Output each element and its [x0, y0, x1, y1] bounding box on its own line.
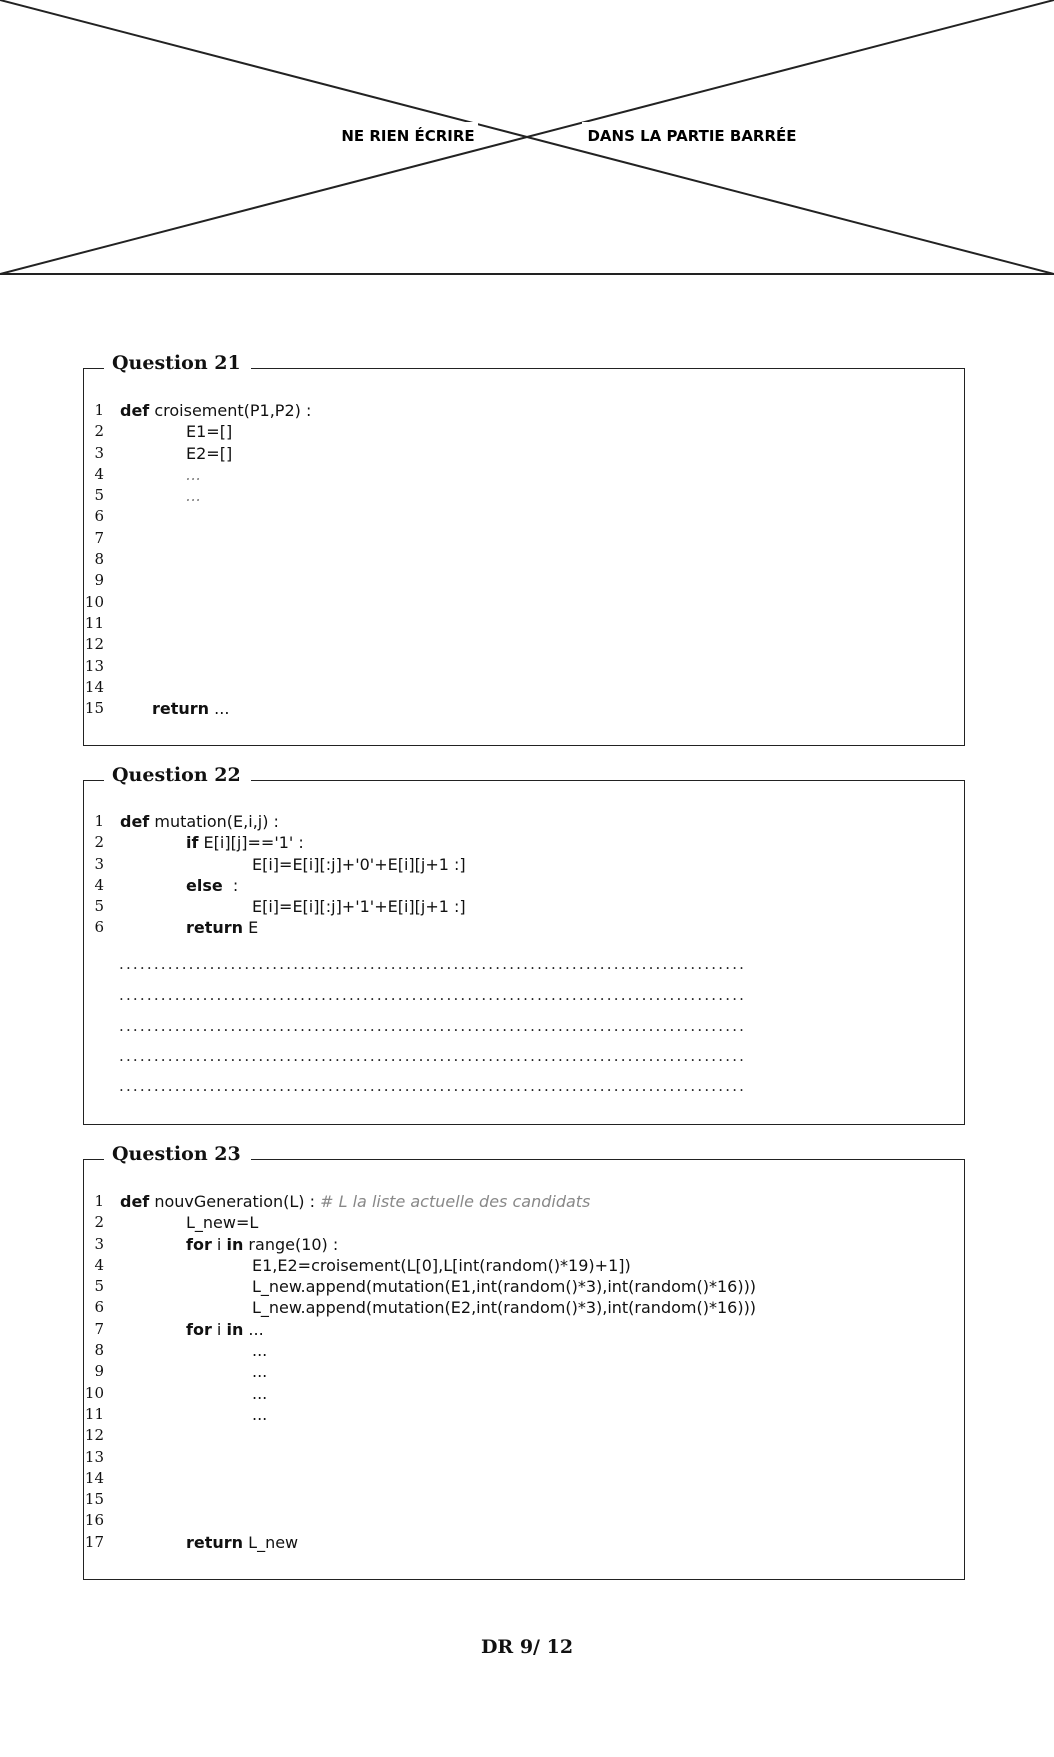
- answer-line-2[interactable]: ..........................................................................................: [119, 986, 747, 1004]
- code-text: [120, 400, 311, 421]
- code-keyword: if: [186, 833, 199, 853]
- code-line: [84, 421, 964, 442]
- code-token: ...: [252, 1341, 268, 1361]
- line-number: 10: [84, 592, 104, 611]
- code-token: ...: [252, 1383, 268, 1403]
- line-number: 1: [94, 812, 104, 830]
- code-line: [84, 1319, 964, 1340]
- code-text: [186, 443, 232, 464]
- code-line: [84, 854, 964, 875]
- line-number: 6: [94, 1298, 104, 1317]
- code-line: [84, 1489, 964, 1510]
- question-23-title: Question 23: [104, 1143, 251, 1165]
- code-keyword: in: [226, 1319, 244, 1339]
- code-text: [120, 1191, 590, 1212]
- code-line: [84, 1276, 964, 1297]
- code-text: [186, 1234, 338, 1255]
- code-text: [252, 1297, 756, 1318]
- code-line: [84, 875, 964, 896]
- line-number: 14: [84, 677, 104, 696]
- question-22-box: [83, 764, 965, 1125]
- code-line: [84, 549, 964, 570]
- code-keyword: else: [186, 875, 223, 895]
- code-token: ...: [252, 1404, 268, 1424]
- code-token: L_new: [243, 1532, 299, 1552]
- code-text: [186, 1319, 264, 1340]
- question-21-box: [83, 352, 965, 746]
- code-token: E[i][j]=='1' :: [198, 833, 304, 853]
- code-text: [252, 1361, 267, 1382]
- code-keyword: def: [120, 401, 150, 420]
- code-keyword: in: [226, 1234, 244, 1254]
- code-keyword: return: [152, 699, 210, 719]
- answer-line-4[interactable]: ..........................................................................................: [119, 1047, 747, 1065]
- question-22-code: [84, 811, 964, 939]
- line-number: 9: [94, 1362, 104, 1381]
- code-token: ...: [252, 1362, 268, 1382]
- code-line: [84, 443, 964, 464]
- code-line: [84, 506, 964, 527]
- code-line: [84, 1532, 964, 1553]
- line-number: 6: [94, 507, 104, 526]
- question-23-code: [84, 1191, 964, 1553]
- code-token: i: [211, 1234, 227, 1254]
- code-text: [186, 917, 258, 938]
- code-token: L_new=L: [186, 1213, 259, 1233]
- code-token: croisement(P1,P2) :: [149, 401, 312, 420]
- code-line: [84, 634, 964, 655]
- line-number: 11: [84, 1404, 104, 1423]
- line-number: 13: [84, 1447, 104, 1466]
- line-number: 5: [94, 486, 104, 505]
- code-text: [152, 698, 229, 719]
- code-text: [252, 1255, 631, 1276]
- line-number: 7: [94, 1319, 104, 1338]
- line-number: 9: [94, 571, 104, 590]
- code-token: E2=[]: [186, 443, 233, 463]
- code-line: [84, 485, 964, 506]
- code-line: [84, 464, 964, 485]
- question-22-title: Question 22: [104, 764, 251, 786]
- line-number: 4: [94, 1255, 104, 1274]
- code-comment: ...: [186, 486, 202, 506]
- code-text: [186, 1532, 298, 1553]
- barred-area: [0, 0, 1054, 276]
- code-line: [84, 656, 964, 677]
- code-text: [252, 854, 466, 875]
- question-21-title: Question 21: [104, 352, 251, 374]
- code-keyword: for: [186, 1234, 212, 1254]
- code-line: [84, 1361, 964, 1382]
- code-line: [84, 570, 964, 591]
- code-line: [84, 1297, 964, 1318]
- barred-text-left: NE RIEN ÉCRIRE: [341, 127, 475, 145]
- code-text: [186, 464, 201, 485]
- code-line: [84, 677, 964, 698]
- code-keyword: def: [120, 1192, 150, 1211]
- code-line: [84, 613, 964, 634]
- line-number: 12: [84, 635, 104, 654]
- line-number: 15: [84, 1490, 104, 1509]
- barred-text-right: DANS LA PARTIE BARRÉE: [587, 127, 797, 145]
- code-line: [84, 832, 964, 853]
- line-number: 1: [94, 1192, 104, 1210]
- code-token: L_new.append(mutation(E2,int(random()*3),int(random()*16))): [252, 1298, 757, 1318]
- line-number: 10: [84, 1383, 104, 1402]
- line-number: 2: [94, 422, 104, 441]
- code-line: [84, 1425, 964, 1446]
- code-line: [84, 1191, 964, 1212]
- code-token: ...: [209, 699, 230, 719]
- line-number: 16: [84, 1511, 104, 1530]
- code-token: nouvGeneration(L) :: [149, 1192, 321, 1211]
- line-number: 12: [84, 1426, 104, 1445]
- code-keyword: return: [186, 1532, 244, 1552]
- code-line: [84, 528, 964, 549]
- code-line: [84, 917, 964, 938]
- code-text: [186, 1212, 258, 1233]
- line-number: 2: [94, 833, 104, 852]
- code-line: [84, 1234, 964, 1255]
- line-number: 4: [94, 875, 104, 894]
- code-token: mutation(E,i,j) :: [149, 812, 279, 831]
- code-line: [84, 811, 964, 832]
- code-line: [84, 1383, 964, 1404]
- line-number: 3: [94, 854, 104, 873]
- line-number: 3: [94, 443, 104, 462]
- code-keyword: for: [186, 1319, 212, 1339]
- code-line: [84, 1255, 964, 1276]
- code-text: [186, 832, 304, 853]
- line-number: 2: [94, 1213, 104, 1232]
- line-number: 11: [84, 613, 104, 632]
- code-token: range(10) :: [243, 1234, 339, 1254]
- code-comment: ...: [186, 464, 202, 484]
- answer-line-5[interactable]: ..........................................................................................: [119, 1077, 747, 1095]
- question-21-code: [84, 400, 964, 719]
- code-token: ...: [243, 1319, 264, 1339]
- answer-line-3[interactable]: ..........................................................................................: [119, 1017, 747, 1035]
- line-number: 13: [84, 656, 104, 675]
- code-token: :: [222, 875, 239, 895]
- line-number: 14: [84, 1468, 104, 1487]
- code-line: [84, 698, 964, 719]
- line-number: 5: [94, 897, 104, 916]
- code-line: [84, 896, 964, 917]
- line-number: 4: [94, 464, 104, 483]
- code-text: [186, 485, 201, 506]
- code-token: i: [211, 1319, 227, 1339]
- line-number: 15: [84, 699, 104, 718]
- code-keyword: return: [186, 918, 244, 938]
- code-text: [252, 1404, 267, 1425]
- code-token: E[i]=E[i][:j]+'1'+E[i][j+1 :]: [252, 897, 466, 917]
- code-line: [84, 400, 964, 421]
- line-number: 6: [94, 918, 104, 937]
- line-number: 3: [94, 1234, 104, 1253]
- code-text: [186, 875, 238, 896]
- code-text: [252, 1383, 267, 1404]
- line-number: 5: [94, 1277, 104, 1296]
- code-token: E1,E2=croisement(L[0],L[int(random()*19)+1]): [252, 1255, 631, 1275]
- code-comment: # L la liste actuelle des candidats: [320, 1192, 591, 1211]
- code-line: [84, 592, 964, 613]
- code-line: [84, 1340, 964, 1361]
- code-text: [186, 421, 232, 442]
- code-line: [84, 1510, 964, 1531]
- code-token: L_new.append(mutation(E1,int(random()*3),int(random()*16))): [252, 1277, 757, 1297]
- line-number: 7: [94, 528, 104, 547]
- line-number: 17: [84, 1532, 104, 1551]
- code-line: [84, 1212, 964, 1233]
- code-text: [252, 896, 466, 917]
- code-text: [120, 811, 279, 832]
- code-token: E: [243, 918, 259, 938]
- code-keyword: def: [120, 812, 150, 831]
- code-line: [84, 1404, 964, 1425]
- code-text: [252, 1276, 756, 1297]
- code-token: E[i]=E[i][:j]+'0'+E[i][j+1 :]: [252, 854, 466, 874]
- code-line: [84, 1447, 964, 1468]
- line-number: 1: [94, 401, 104, 419]
- answer-line-1[interactable]: ..........................................................................................: [119, 955, 747, 973]
- code-line: [84, 1468, 964, 1489]
- code-text: [252, 1340, 267, 1361]
- line-number: 8: [94, 550, 104, 569]
- code-token: E1=[]: [186, 422, 233, 442]
- question-23-box: [83, 1143, 965, 1580]
- line-number: 8: [94, 1341, 104, 1360]
- page-number: DR 9/ 12: [480, 1636, 574, 1658]
